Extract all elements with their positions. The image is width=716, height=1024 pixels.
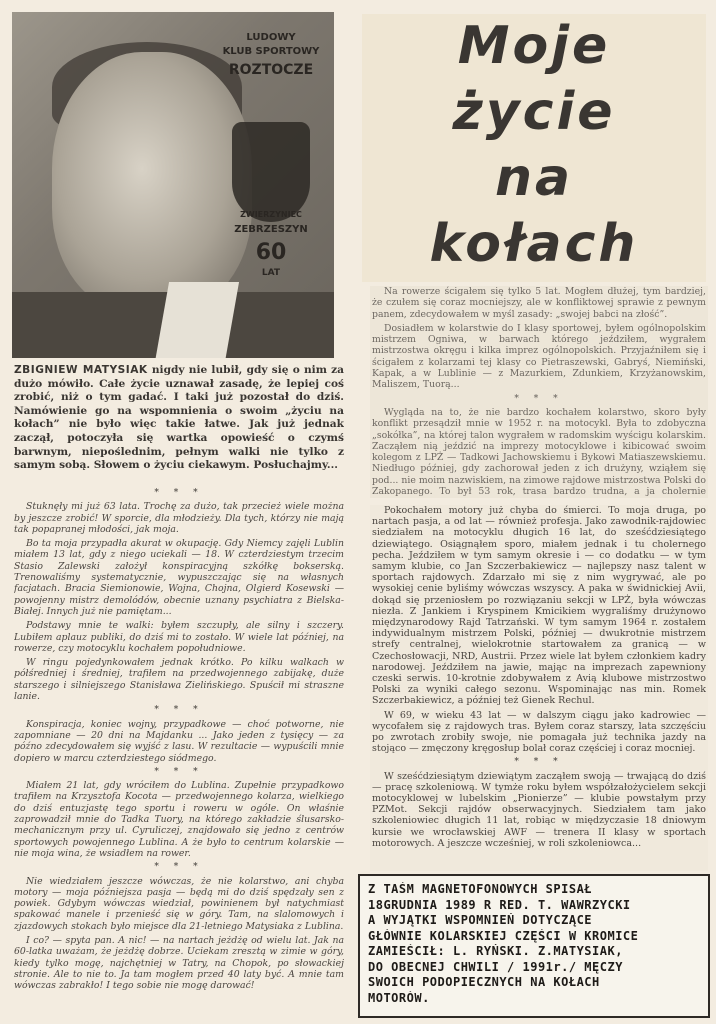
- badge-line: LUDOWY: [246, 32, 296, 43]
- paragraph: W sześćdziesiątym dziewiątym zacząłem swoją — trwającą do dziś — pracę szkoleniową. W tymże roku byłem współzałożycielem sekcji motocyklowej w lubelskim „Pionierze” — klubie powstałym przy PZMot. Sekcji rajdów obserwacyjnych. Siedziałem tam jako szkoleniowiec długich 11 lat, robiąc w międzyczasie 18 dniowym kursie we wrocławskiej AWF — trenera II klasy w sportach motorowych. A jeszcze wcześniej, w roli szkoleniowca...: [372, 770, 706, 849]
- separator-stars: * * *: [154, 766, 204, 777]
- paragraph: I co? — spyta pan. A nic! — na nartach jeżdżę od wielu lat. Jak na 60-latka uważam, że jeżdżę dobrze. Uciekam zresztą w zimie w góry, kiedy tylko mogę, najchętniej w Tatry, na Chopok, po słowackiej stronie. Ale to nie to. Ja tam mogłem przed 40 laty być. A mnie tam wówczas zabrakło! I tego sobie nie mogę darować!: [14, 934, 344, 992]
- note-line: GŁÓWNIE KOLARSKIEJ CZĘŚCI W KROMICE: [368, 928, 639, 943]
- paragraph: Wygląda na to, że nie bardzo kochałem kolarstwo, skoro były konflikt przesądził mnie w 1952 r. na motocykl. Była to zdobyczna „sokółka”, na której talon wygrałem w radomskim wyścigu kolarskim. Zacząłem nią jeździć na imprezy motocyklowe i kibicować swoim kolegom z LPŻ — Tadkowi Jachowskiemu i Bykowi Matiaszewskiemu. Niedługo później, gdy zachorował jeden z ich drużyny, wziąłem się pod... nie moim nazwiskiem, na zimowe rajdowe mistrzostwa Polski do Zakopanego. To był 53 rok, trasa bardzo trudna, a ja cholernie: [372, 406, 706, 498]
- author-name: ZBIGNIEW MATYSIAK: [14, 364, 148, 376]
- right-column-bottom: [370, 505, 708, 871]
- paragraph: Pokochałem motory już chyba do śmierci. To moja druga, po nartach pasja, a od lat — również profesja. Jako zawodnik-rajdowiec siedziałem na motocyklu długich 16 lat, do sześćdziesiątego dziewiątego. Osiągnąłem sporo, miałem jednak i tu cholernego pecha. Jeździłem w tym samym okresie i — co dodatku — w tym samym klubie, co Jan Szczerbakiewicz — najlepszy nasz talent w sportach rajdowych. Zdarzało mi się z nim wygrywać, ale po wysokiej cenie byliśmy wówczas wszyscy. A paka w świdnickiej Avii, dokąd się przeniosłem po rozwiązaniu sekcji w LPŻ, była wówczas niezła. Z Jankiem i Kryspinem Kmicikiem wygraliśmy drużynowo międzynarodowy Rajd Tatrzański. W tym samym 1964 r. zostałem indywidualnym mistrzem Polski, później — dwukrotnie mistrzem strefy centralnej, wielokrotnie startowałem za granicą — w Czechosłowacji, NRD, Austrii. Przez wiele lat byłem członkiem kadry narodowej. Jeździłem na jawie, mając na imprezach zapewniony czeski serwis. 10-krotnie zdobywałem z Avią klubowe mistrzostwo Polski za wyniki całego sezonu. Wspominając nas min. Romek Szczerbakiewicz, a później też Gienek Rechul.: [372, 505, 706, 707]
- badge-line: ZEBRZESZYN: [234, 224, 308, 235]
- lead-text: nigdy nie lubił, gdy się o nim za dużo mówiło. Całe życie uznawał zasadę, że lepiej coś zrobić, niż o tym gadać. I taki już pozostał do dziś. Namówienie go na wspomnienia o swoim „życiu na kołach” nie było więc takie łatwe. Jak już jednak zaczął, potoczyła się wartka opowieść o czymś barwnym, niepoślednim, pełnym walki nie tylko z samym sobą. Słowem o życiu ciekawym. Posłuchajmy...: [14, 364, 344, 472]
- lead-paragraph: [14, 364, 344, 482]
- paragraph: Nie wiedziałem jeszcze wówczas, że nie kolarstwo, ani chyba motory — moja późniejsza pasja — będą mi do dziś spędzały sen z powiek. Gdybym wówczas wiedział, powinienem był natychmiast spakować manele i przenieść się w góry. Tam, na slalomowych i zjazdowych stokach było miejsce dla 21-letniego Matysiaka z Lublina.: [14, 875, 344, 932]
- paragraph: Stuknęły mi już 63 lata. Trochę za dużo, tak przecież wiele można by jeszcze zrobić! W sporcie, dla młodzieży. Dla tych, którzy nie mają tak popapranej młodości, jak moja.: [14, 501, 344, 535]
- headline-word: życie: [452, 82, 616, 142]
- note-line: Z TAŚM MAGNETOFONOWYCH SPISAŁ: [368, 882, 593, 896]
- badge-line: LAT: [261, 268, 281, 278]
- handwritten-note: [358, 874, 710, 1018]
- portrait-photo: [12, 12, 334, 358]
- left-column: [14, 486, 344, 1018]
- badge-line: ROZTOCZE: [228, 62, 314, 78]
- paragraph: W 69, w wieku 43 lat — w dalszym ciągu jako kadrowiec — wycofałem się z rajdowych tras. Byłem coraz starszy, lata szczęściu po zwrotach zrobiły swoje, nie pomagała już technika jazdy na stojąco — zmęczony kręgosłup bolał coraz częściej i coraz mocniej.: [372, 709, 706, 755]
- note-line: A WYJĄTKI WSPOMNIEŃ DOTYCZĄCE: [368, 913, 593, 927]
- separator-stars: * * *: [514, 757, 564, 768]
- separator-stars: * * *: [154, 488, 204, 498]
- note-line: MOTORÓW.: [368, 990, 430, 1005]
- paragraph: Na rowerze ścigałem się tylko 5 lat. Mogłem dłużej, tym bardziej, że czułem się coraz mocniejszy, ale w konfliktowej sprawie z pewnym panem, zdecydowałem w myśl zasady: „swojej babci na złość”.: [372, 286, 706, 320]
- badge-line: ZWIERZYNIEC: [240, 210, 302, 219]
- note-line: 18GRUDNIA 1989 R RED. T. WAWRZYCKI: [368, 897, 631, 912]
- paragraph: Dosiadłem w kolarstwie do I klasy sportowej, byłem ogólnopolskim mistrzem Ogniwa, w barwach którego jeździłem, wygrałem mistrzostwa okręgu i kilka imprez ogólnopolskich. Przyjaźniłem się i ścigałem z kolarzami tej klasy co Pietraszewski, Gabryś, Niemiński, Kapak, a w Lublinie — z Mazurkiem, Zdunkiem, Krzyżanowskim, Maliszem, Tuorą...: [372, 322, 706, 391]
- separator-stars: * * *: [514, 393, 564, 404]
- paragraph: W ringu pojedynkowałem jednak krótko. Po kilku walkach w półśredniej i średniej, trafiłem na przedwojennego zabijakę, duże starszego i silniejszego Stanisława Zielińskiego. Spuścił mi straszne lanie.: [14, 657, 344, 703]
- headline-word: Moje: [457, 16, 611, 76]
- headline-word: kołach: [429, 214, 639, 274]
- club-badge: [212, 32, 330, 332]
- right-column-text: [372, 505, 706, 852]
- badge-line: 60: [255, 240, 287, 265]
- paragraph: Konspiracja, koniec wojny, przypadkowe — choć potworne, nie zapomniane — 20 dni na Majdanku ... Jako jeden z tysięcy — za późno zdecydowałem się wyjść z lasu. W rezultacie — wypuścili mnie dopiero w marcu czterdziestego siódmego.: [14, 718, 344, 764]
- note-line: DO OBECNEJ CHWILI / 1991r./ MĘCZY: [368, 959, 623, 974]
- right-column-top: [370, 286, 708, 498]
- paragraph: Miałem 21 lat, gdy wróciłem do Lublina. Zupełnie przypadkowo trafiłem na Krzysztofa Kocota — przedwojennego kolarza, wielkiego do dziś entuzjastę tego sportu i roweru w ogóle. On właśnie zaprowadził mnie do Tadka Tuory, na którego zakładzie ślusarsko-mechanicznym przy ul. Cyruliczej, znajdowało się jedno z centrów sportowych powojennego Lublina. A że było to centrum kolarskie — nie moja wina, że wsiadłem na rower.: [14, 780, 344, 859]
- headline-box: [362, 14, 706, 282]
- note-line: SWOICH PODOPIECZNYCH NA KOŁACH: [368, 975, 600, 989]
- paragraph: Bo ta moja przypadła akurat w okupację. Gdy Niemcy zajęli Lublin miałem 13 lat, gdy z niego uciekali — 18. W czterdziestym trzecim Stasio Zalewski założył konspiracyjną szkółkę bokserską. Trenowaliśmy systematycznie, wypuszczając się na własnych facjatach. Bracia Siemionowie, Wojna, Chojna, Olgierd Kosewski — powojenny mistrz demolódów, obecnie uznany psychiatra z Bielska-Białej. Innych już nie pamiętam...: [14, 538, 344, 617]
- note-line: ZAMIEŚCIŁ: L. RYŃSKI. Z.MATYSIAK,: [368, 944, 623, 958]
- separator-stars: * * *: [154, 862, 204, 873]
- shield-icon: [232, 122, 310, 222]
- headline-word: na: [494, 148, 574, 208]
- badge-line: KLUB SPORTOWY: [222, 46, 320, 57]
- separator-stars: * * *: [154, 705, 204, 716]
- paragraph: Podstawy mnie te walki: byłem szczupły, ale silny i szczery. Lubiłem aplauz publiki, do dziś mi to zostało. W wiele lat później, na rowerze, czy motocyklu kochałem popołudniowe.: [14, 620, 344, 654]
